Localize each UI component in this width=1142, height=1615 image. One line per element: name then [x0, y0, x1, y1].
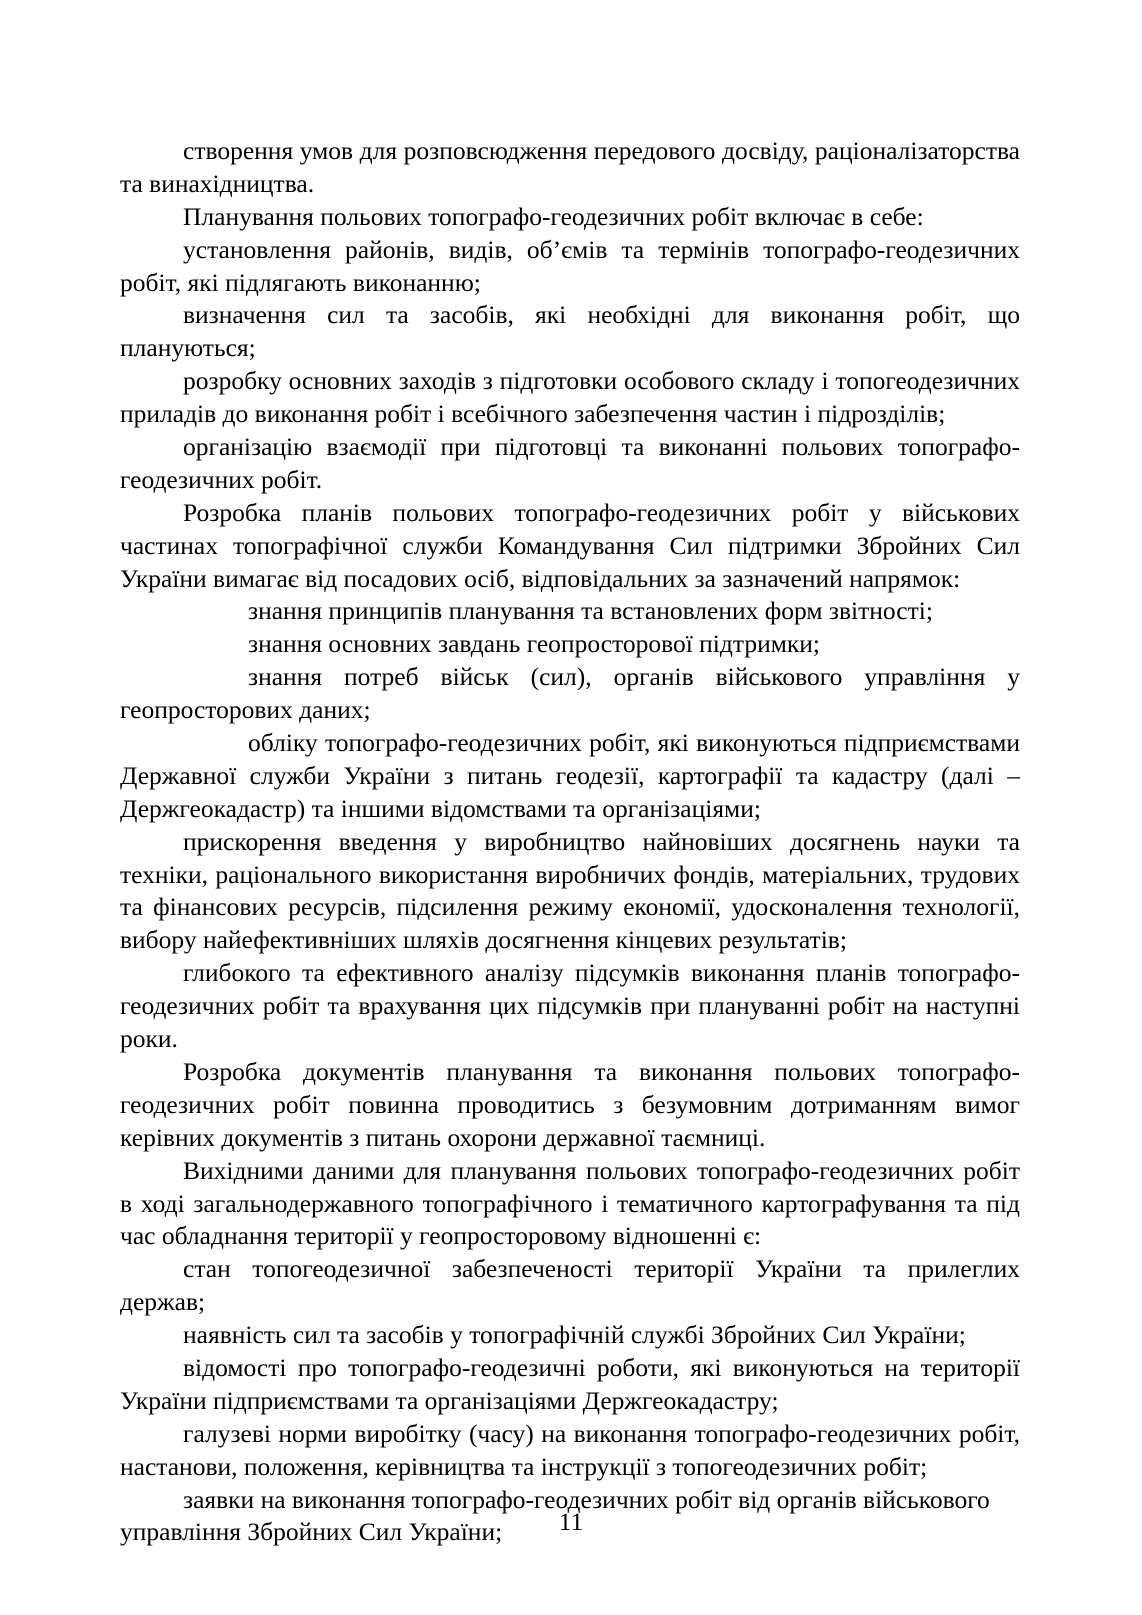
paragraph: знання потреб військ (сил), органів військового управління у геопросторових даних;	[120, 662, 1020, 725]
paragraph: Вихідними даними для планування польових топографо-геодезичних робіт в ході загальнодержавного топографічного і тематичного картографування та під час обладнання території у геопросторовому відношенні є:	[120, 1155, 1020, 1251]
paragraph: знання основних завдань геопросторової підтримки;	[248, 629, 820, 659]
page-number: 11	[558, 1507, 584, 1536]
paragraph: знання принципів планування та встановлених форм звітності;	[248, 596, 933, 626]
paragraph: розробку основних заходів з підготовки особового складу і топогеодезичних приладів до виконання робіт і всебічного забезпечення частин і підрозділів;	[120, 366, 1020, 429]
paragraph: Розробка документів планування та виконання польових топографо-геодезичних робіт повинна проводитись з безумовним дотриманням вимог керівних документів з питань охорони державної таємниці.	[120, 1056, 1020, 1152]
paragraph: визначення сил та засобів, які необхідні для виконання робіт, що плануються;	[120, 300, 1020, 363]
paragraph: прискорення введення у виробництво найновіших досягнень науки та техніки, раціонального використання виробничих фондів, матеріальних, трудових та фінансових ресурсів, підсилення режиму економії, удосконалення технології, вибору найефективніших шляхів досягнення кінцевих результатів;	[120, 826, 1020, 955]
paragraph: установлення районів, видів, об’ємів та термінів топографо-геодезичних робіт, які підлягають виконанню;	[120, 234, 1020, 297]
paragraph: створення умов для розповсюдження передового досвіду, раціоналізаторства та винахідництва.	[120, 136, 1020, 198]
paragraph: Розробка планів польових топографо-геодезичних робіт у військових частинах топографічної служби Командування Сил підтримки Збройних Сил України вимагає від посадових осіб, відповідальних за зазначений напрямок:	[120, 497, 1020, 593]
paragraph: глибокого та ефективного аналізу підсумків виконання планів топографо-геодезичних робіт та врахування цих підсумків при плануванні робіт на наступні роки.	[120, 958, 1020, 1054]
paragraph: заявки на виконання топографо-геодезичних робіт від органів військового управління Збройних Сил України;	[120, 1484, 990, 1547]
paragraph: організацію взаємодії при підготовці та виконанні польових топографо-геодезичних робіт.	[120, 432, 1020, 494]
paragraph: стан топогеодезичної забезпеченості території України та прилеглих держав;	[120, 1254, 1020, 1317]
document-body	[120, 135, 1020, 1549]
paragraph: Планування польових топографо-геодезичних робіт включає в себе:	[183, 201, 924, 231]
paragraph: відомості про топографо-геодезичні роботи, які виконуються на території України підприємствами та організаціями Держгеокадастру;	[120, 1352, 1020, 1415]
paragraph: галузеві норми виробітку (часу) на виконання топографо-геодезичних робіт, настанови, положення, керівництва та інструкції з топогеодезичних робіт;	[120, 1418, 1020, 1481]
paragraph: наявність сил та засобів у топографічній службі Збройних Сил України;	[183, 1320, 966, 1350]
paragraph: обліку топографо-геодезичних робіт, які виконуються підприємствами Державної служби України з питань геодезії, картографії та кадастру (далі – Держгеокадастр) та іншими відомствами та організаціями;	[120, 728, 1020, 823]
